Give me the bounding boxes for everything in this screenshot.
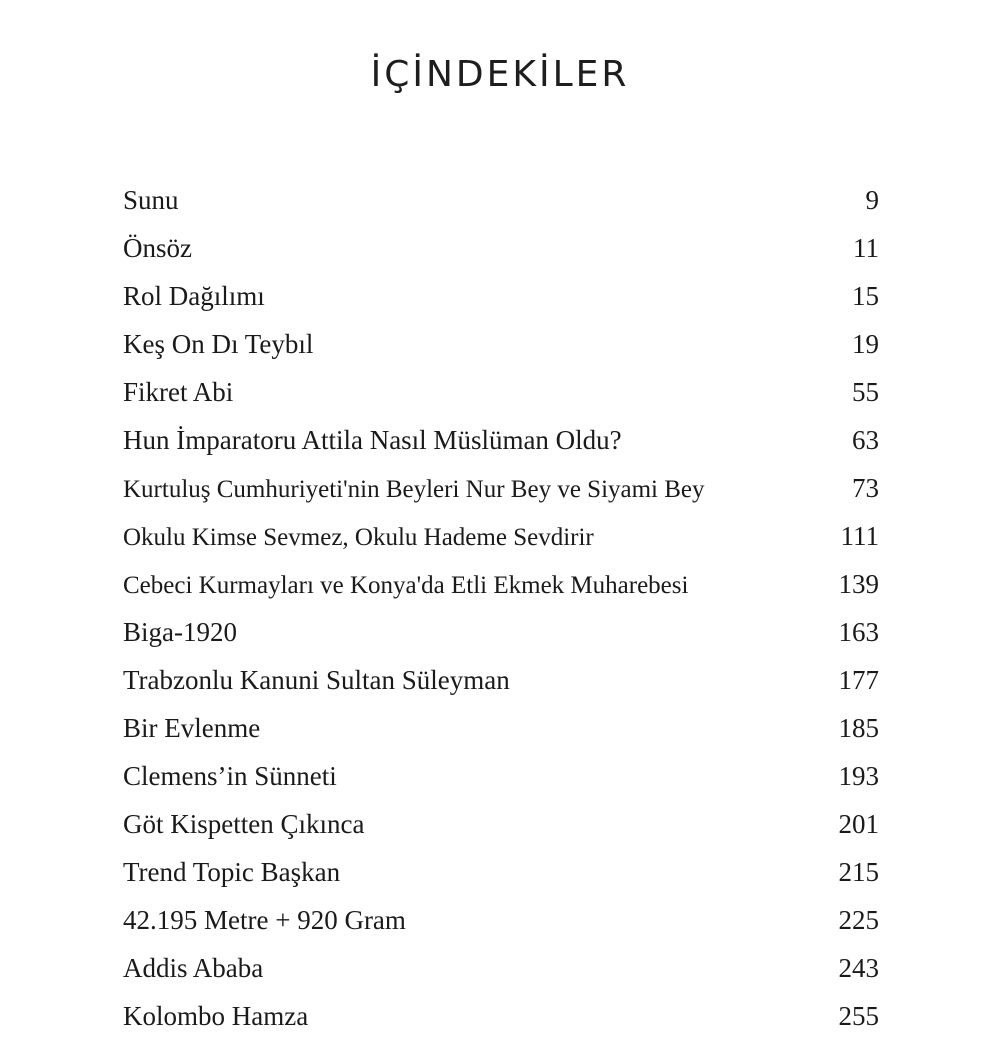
toc-entry (123, 848, 879, 896)
toc-entry-title: Keş On Dı Teybıl (123, 329, 314, 359)
toc-entry-page-number: 193 (838, 761, 879, 791)
toc-entry-page-number: 177 (838, 665, 879, 695)
toc-entry-page-number: 163 (838, 617, 879, 647)
toc-entry-title: Kolombo Hamza (123, 1001, 309, 1031)
toc-entry-page-number: 9 (865, 185, 879, 215)
toc-entry-title: Rol Dağılımı (123, 281, 265, 311)
toc-entry (123, 176, 879, 224)
table-of-contents (123, 176, 879, 1040)
toc-entry-title: Cebeci Kurmayları ve Konya'da Etli Ekmek Muharebesi (123, 572, 689, 599)
toc-entry (123, 800, 879, 848)
toc-entry (123, 464, 879, 512)
toc-entry (123, 944, 879, 992)
toc-entry-page-number: 255 (838, 1001, 879, 1031)
toc-entry-title: Addis Ababa (123, 953, 264, 983)
toc-entry-page-number: 11 (853, 233, 879, 263)
toc-entry-page-number: 139 (838, 569, 879, 599)
toc-entry-page-number: 185 (838, 713, 879, 743)
toc-entry (123, 992, 879, 1040)
toc-entry-title: Kurtuluş Cumhuriyeti'nin Beyleri Nur Bey ve Siyami Bey (123, 476, 705, 503)
toc-entry-title: Sunu (123, 185, 179, 215)
toc-entry-page-number: 215 (838, 857, 879, 887)
toc-entry-page-number: 111 (840, 521, 879, 551)
toc-entry-title: Önsöz (123, 233, 192, 263)
toc-entry (123, 512, 879, 560)
toc-entry (123, 224, 879, 272)
page-title: İÇİNDEKİLER (370, 54, 630, 96)
toc-entry (123, 320, 879, 368)
toc-entry-title: 42.195 Metre + 920 Gram (123, 905, 406, 935)
toc-entry (123, 896, 879, 944)
toc-entry (123, 704, 879, 752)
toc-entry (123, 368, 879, 416)
toc-entry-title: Bir Evlenme (123, 713, 261, 743)
toc-entry-page-number: 19 (852, 329, 879, 359)
toc-entry-title: Trend Topic Başkan (123, 857, 341, 887)
toc-entry-title: Clemens’in Sünneti (123, 761, 337, 791)
toc-entry (123, 560, 879, 608)
toc-entry-page-number: 55 (852, 377, 879, 407)
toc-entry-page-number: 243 (838, 953, 879, 983)
toc-entry (123, 416, 879, 464)
toc-entry-title: Hun İmparatoru Attila Nasıl Müslüman Oldu? (123, 425, 622, 455)
toc-entry (123, 656, 879, 704)
toc-entry-title: Fikret Abi (123, 377, 234, 407)
toc-entry-page-number: 63 (852, 425, 879, 455)
toc-entry-page-number: 73 (852, 473, 879, 503)
toc-entry-title: Trabzonlu Kanuni Sultan Süleyman (123, 665, 510, 695)
toc-entry-page-number: 201 (838, 809, 879, 839)
toc-entry (123, 608, 879, 656)
toc-entry (123, 272, 879, 320)
toc-entry-page-number: 15 (852, 281, 879, 311)
toc-entry-page-number: 225 (838, 905, 879, 935)
toc-entry-title: Okulu Kimse Sevmez, Okulu Hademe Sevdirir (123, 524, 594, 551)
toc-entry (123, 752, 879, 800)
toc-entry-title: Göt Kispetten Çıkınca (123, 809, 365, 839)
toc-entry-title: Biga-1920 (123, 617, 237, 647)
